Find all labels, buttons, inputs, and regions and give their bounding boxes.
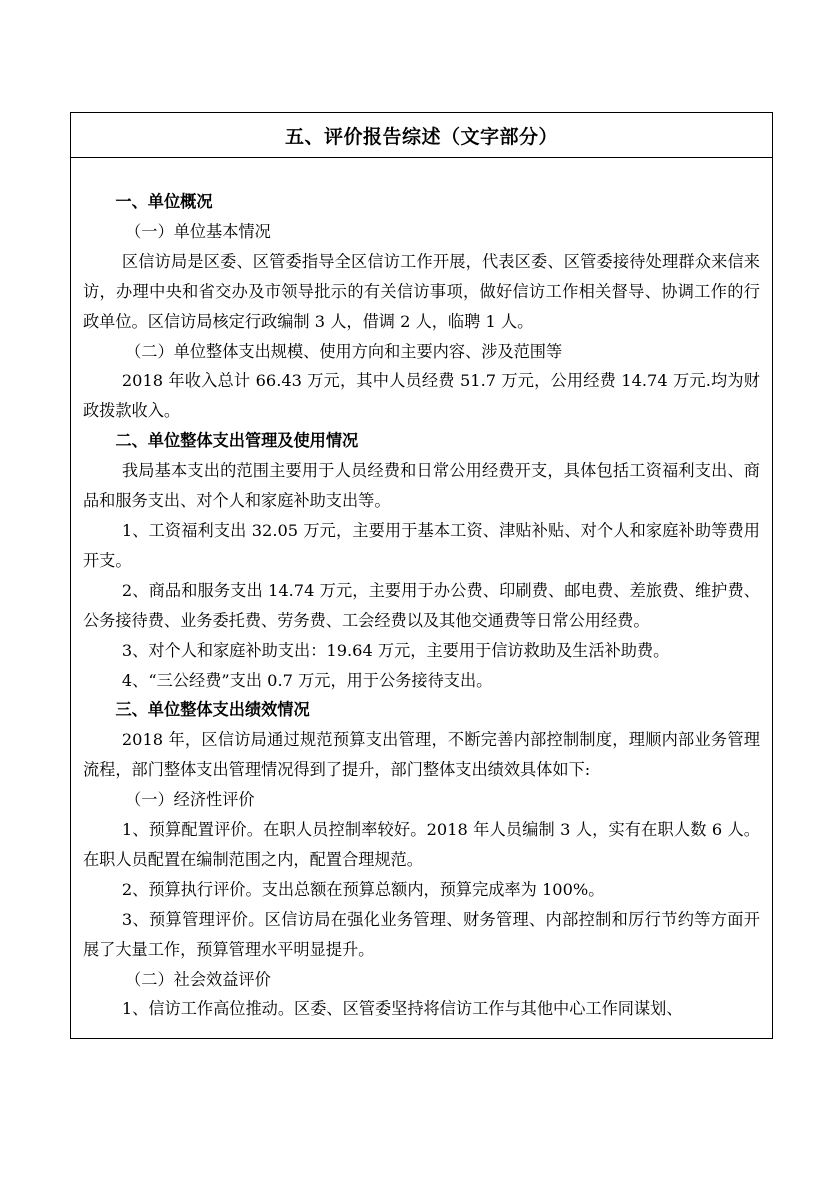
- paragraph: 1、信访工作高位推动。区委、区管委坚持将信访工作与其他中心工作同谋划、: [121, 999, 683, 1019]
- paragraph: 1、预算配置评价。在职人员控制率较好。2018 年人员编制 3 人，实有在职人数 6 人。在职人员配置在编制范围之内，配置合理规范。: [83, 820, 760, 869]
- paragraph: 2018 年，区信访局通过规范预算支出管理，不断完善内部控制制度，理顺内部业务管理流程，部门整体支出管理情况得到了提升，部门整体支出绩效具体如下:: [83, 730, 760, 780]
- heading-level2: （一）单位基本情况: [125, 221, 271, 241]
- paragraph: 2、商品和服务支出 14.74 万元，主要用于办公费、印刷费、邮电费、差旅费、维护费、公务接待费、业务委托费、劳务费、工会经费以及其他交通费等日常公用经费。: [83, 580, 760, 630]
- heading-level2: （一）经济性评价: [125, 790, 255, 810]
- heading-level2: （二）社会效益评价: [125, 969, 271, 989]
- paragraph: 2018 年收入总计 66.43 万元，其中人员经费 51.7 万元，公用经费 14.74 万元.均为财政拨款收入。: [83, 371, 760, 421]
- heading-level2: （二）单位整体支出规模、使用方向和主要内容、涉及范围等: [125, 341, 563, 361]
- heading-level1: 三、单位整体支出绩效情况: [115, 700, 310, 720]
- title-row: [71, 113, 772, 158]
- report-body: [83, 187, 760, 1024]
- paragraph: 我局基本支出的范围主要用于人员经费和日常公用经费开支，具体包括工资福利支出、商品和服务支出、对个人和家庭补助支出等。: [83, 461, 760, 511]
- section-title: 五、评价报告综述（文字部分）: [284, 125, 558, 148]
- paragraph: 1、工资福利支出 32.05 万元，主要用于基本工资、津贴补贴、对个人和家庭补助等费用开支。: [83, 520, 760, 570]
- heading-level1: 一、单位概况: [115, 192, 213, 211]
- report-table: [70, 112, 773, 1039]
- paragraph: 区信访局是区委、区管委指导全区信访工作开展，代表区委、区管委接待处理群众来信来访，办理中央和省交办及市领导批示的有关信访事项，做好信访工作相关督导、协调工作的行政单位。区信访局核定行政编制 3 人，借调 2 人，临聘 1 人。: [83, 251, 760, 331]
- paragraph: 4、“三公经费”支出 0.7 万元，用于公务接待支出。: [121, 670, 493, 690]
- heading-level1: 二、单位整体支出管理及使用情况: [115, 431, 359, 451]
- paragraph: 3、对个人和家庭补助支出：19.64 万元，主要用于信访救助及生活补助费。: [121, 640, 670, 660]
- paragraph: 3、预算管理评价。区信访局在强化业务管理、财务管理、内部控制和厉行节约等方面开展了大量工作，预算管理水平明显提升。: [83, 909, 760, 959]
- paragraph: 2、预算执行评价。支出总额在预算总额内，预算完成率为 100%。: [121, 879, 605, 899]
